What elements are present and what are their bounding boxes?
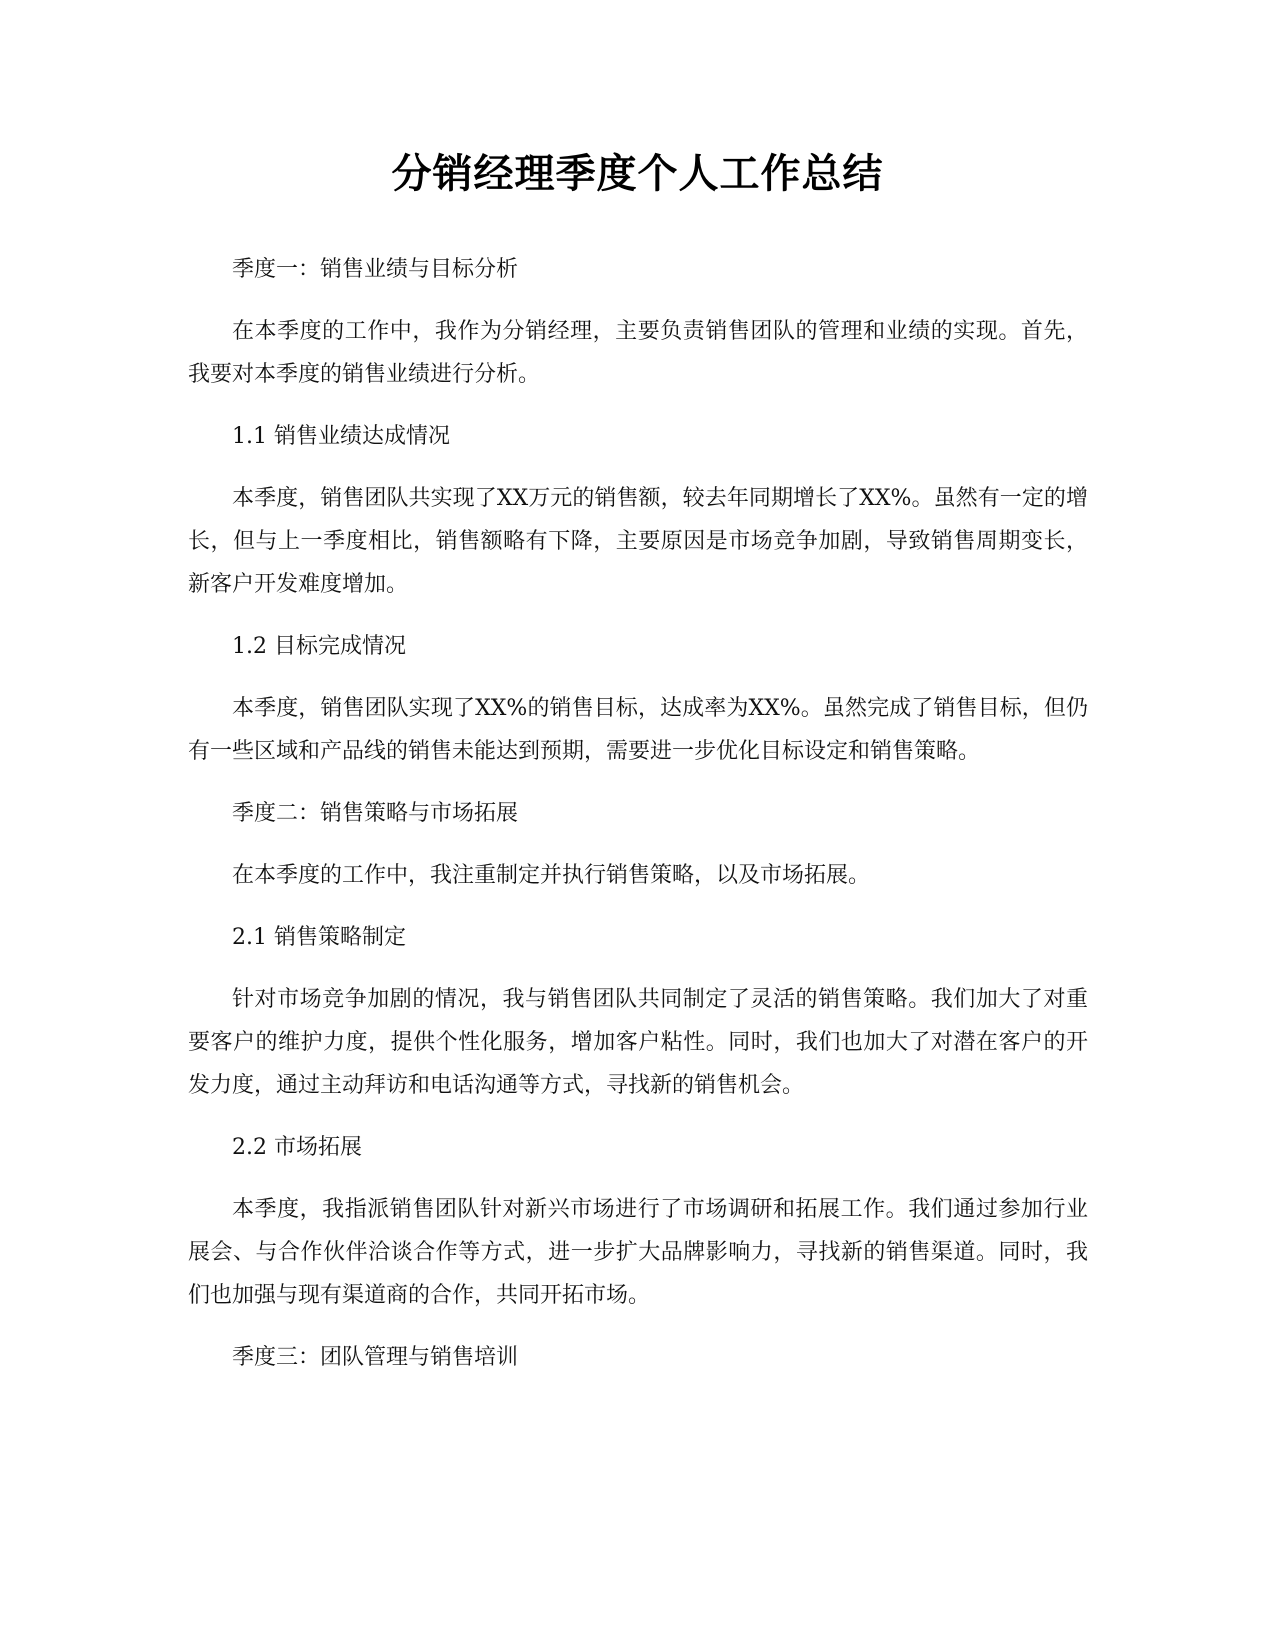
- section-heading: 季度二：销售策略与市场拓展: [232, 801, 519, 826]
- body-paragraph: 针对市场竞争加剧的情况，我与销售团队共同制定了灵活的销售策略。我们加大了对重要客户的维护力度，提供个性化服务，增加客户粘性。同时，我们也加大了对潜在客户的开发力度，通过主动拜访和电话沟通等方式，寻找新的销售机会。: [188, 987, 1088, 1098]
- document-body: [188, 248, 1088, 1398]
- body-paragraph: 本季度，销售团队实现了XX%的销售目标，达成率为XX%。虽然完成了销售目标，但仍有一些区域和产品线的销售未能达到预期，需要进一步优化目标设定和销售策略。: [188, 696, 1088, 764]
- body-paragraph: 在本季度的工作中，我作为分销经理，主要负责销售团队的管理和业绩的实现。首先，我要对本季度的销售业绩进行分析。: [188, 319, 1088, 387]
- section-heading: 季度三：团队管理与销售培训: [232, 1345, 519, 1370]
- body-paragraph: 本季度，我指派销售团队针对新兴市场进行了市场调研和拓展工作。我们通过参加行业展会、与合作伙伴洽谈合作等方式，进一步扩大品牌影响力，寻找新的销售渠道。同时，我们也加强与现有渠道商的合作，共同开拓市场。: [188, 1197, 1088, 1308]
- subsection-heading: 2.2 市场拓展: [232, 1135, 362, 1160]
- body-paragraph: 在本季度的工作中，我注重制定并执行销售策略，以及市场拓展。: [232, 863, 871, 888]
- section-heading: 季度一：销售业绩与目标分析: [232, 257, 519, 282]
- document-title: 分销经理季度个人工作总结: [391, 151, 884, 197]
- body-paragraph: 本季度，销售团队共实现了XX万元的销售额，较去年同期增长了XX%。虽然有一定的增长，但与上一季度相比，销售额略有下降，主要原因是市场竞争加剧，导致销售周期变长，新客户开发难度增加。: [188, 486, 1088, 597]
- subsection-heading: 2.1 销售策略制定: [232, 925, 406, 950]
- subsection-heading: 1.2 目标完成情况: [232, 634, 406, 659]
- subsection-heading: 1.1 销售业绩达成情况: [232, 424, 450, 449]
